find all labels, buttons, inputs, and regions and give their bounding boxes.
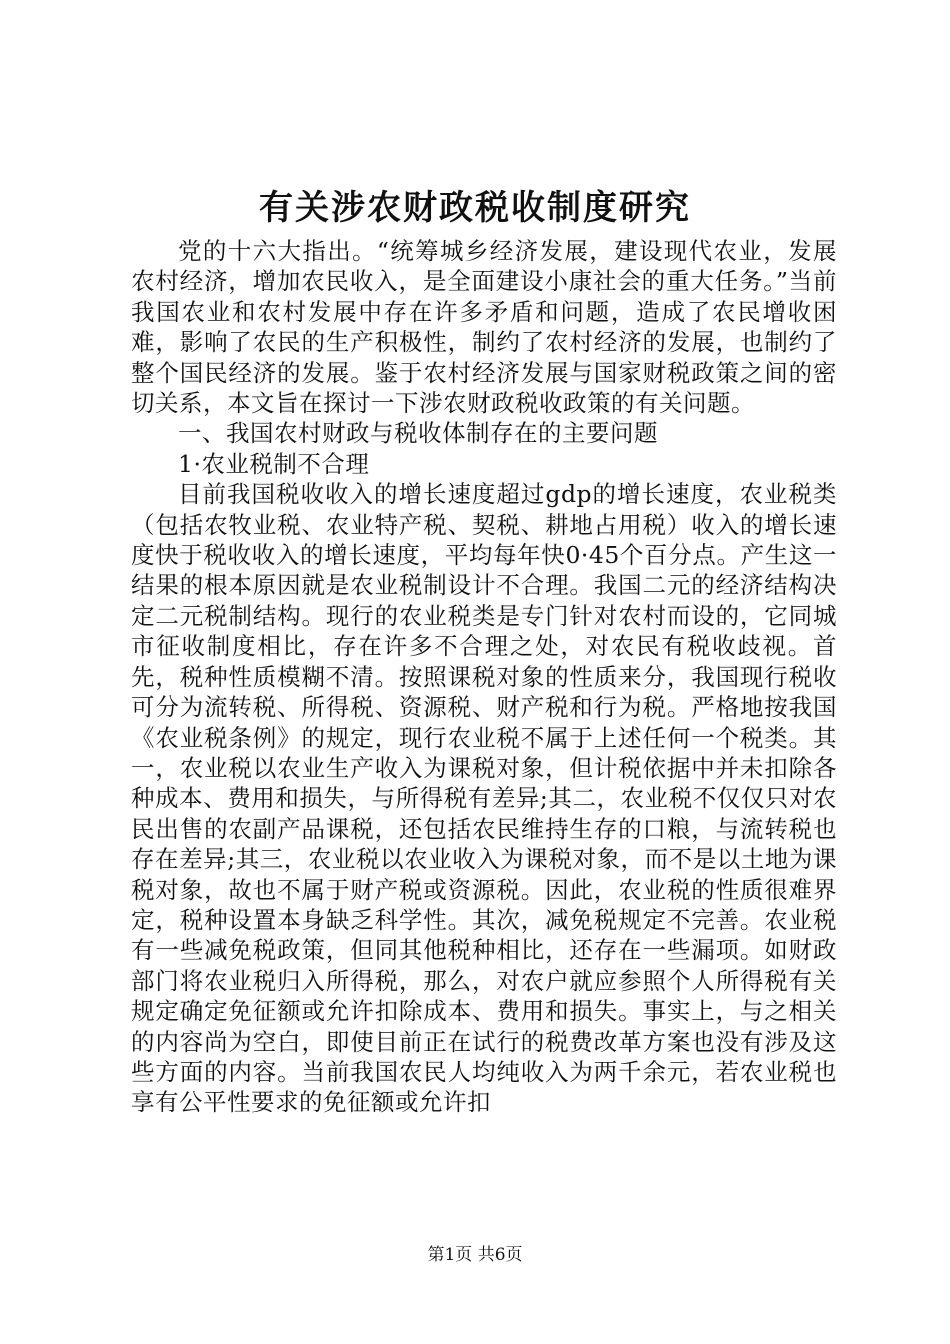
page-footer: 第1页 共6页 <box>427 1245 523 1265</box>
subsection-heading: 1·农业税制不合理 <box>178 449 370 478</box>
document-body <box>131 236 837 1118</box>
section-heading: 一、我国农村财政与税收体制存在的主要问题 <box>178 419 658 448</box>
body-paragraph: 目前我国税收收入的增长速度超过gdp的增长速度，农业税类（包括农牧业税、农业特产税、契税、耕地占用税）收入的增长速度快于税收收入的增长速度，平均每年快0·45个百分点。产生这一结果的根本原因就是农业税制设计不合理。我国二元的经济结构决定二元税制结构。现行的农业税类是专门针对农村而设的，它同城市征收制度相比，存在许多不合理之处，对农民有税收歧视。首先，税种性质模糊不清。按照课税对象的性质来分，我国现行税收可分为流转税、所得税、资源税、财产税和行为税。严格地按我国《农业税条例》的规定，现行农业税不属于上述任何一个税类。其一，农业税以农业生产收入为课税对象，但计税依据中并未扣除各种成本、费用和损失，与所得税有差异;其二，农业税不仅仅只对农民出售的农副产品课税，还包括农民维持生存的口粮，与流转税也存在差异;其三，农业税以农业收入为课税对象，而不是以土地为课税对象，故也不属于财产税或资源税。因此，农业税的性质很难界定，税种设置本身缺乏科学性。其次，减免税规定不完善。农业税有一些减免税政策，但同其他税种相比，还存在一些漏项。如财政部门将农业税归入所得税，那么，对农户就应参照个人所得税有关规定确定免征额或允许扣除成本、费用和损失。事实上，与之相关的内容尚为空白，即使目前正在试行的税费改革方案也没有涉及这些方面的内容。当前我国农民人均纯收入为两千余元，若农业税也享有公平性要求的免征额或允许扣 <box>131 480 837 1117</box>
document-title: 有关涉农财政税收制度研究 <box>259 188 691 228</box>
intro-paragraph: 党的十六大指出。“统筹城乡经济发展，建设现代农业，发展农村经济，增加农民收入，是全面建设小康社会的重大任务。”当前我国农业和农村发展中存在许多矛盾和问题，造成了农民增收困难，影响了农民的生产积极性，制约了农村经济的发展，也制约了整个国民经济的发展。鉴于农村经济发展与国家财税政策之间的密切关系，本文旨在探讨一下涉农财政税收政策的有关问题。 <box>131 237 837 418</box>
